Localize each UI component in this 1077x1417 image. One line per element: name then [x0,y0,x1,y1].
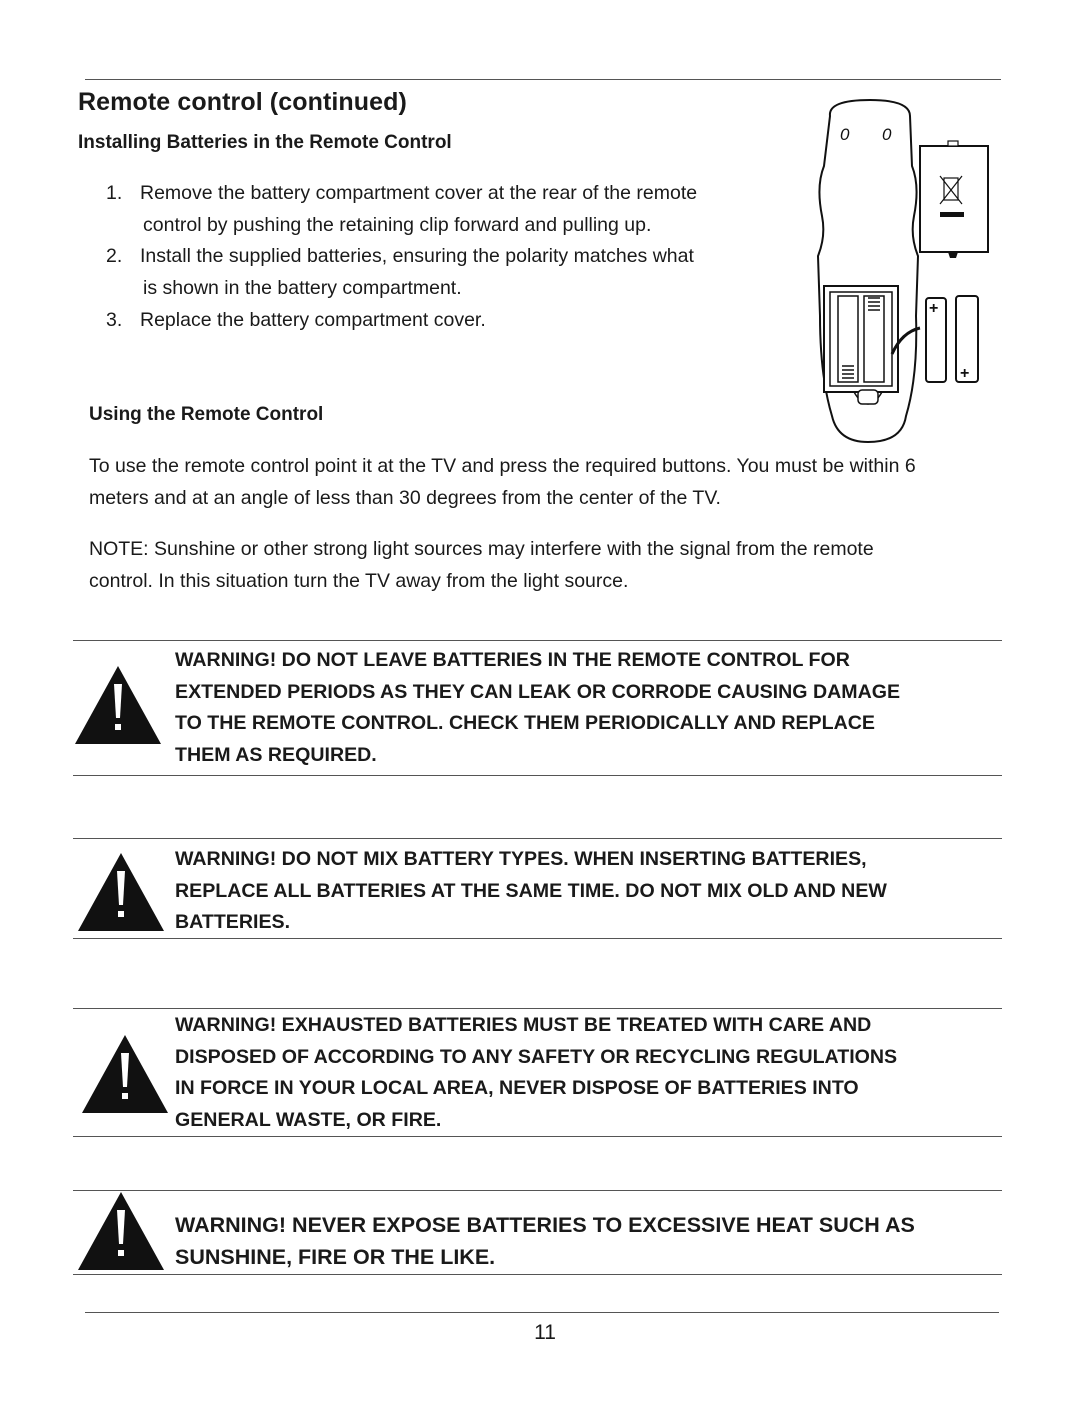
install-step-2 [106,240,786,304]
cover-minus-sign: − [942,224,943,225]
page-title: Remote control (continued) [78,88,407,116]
warning-2-bottom-rule [73,938,1002,939]
step-text: Install the supplied batteries, ensuring the polarity matches what [140,245,694,267]
svg-text:0: 0 [840,125,850,144]
warning-triangle-icon [75,666,161,744]
step-text-cont: control by pushing the retaining clip forward and pulling up. [143,214,652,236]
using-heading: Using the Remote Control [89,404,324,425]
step-number: 3. [106,309,123,331]
remote-battery-illustration [808,96,996,448]
step-text: Replace the battery compartment cover. [140,309,486,331]
warning-1-text: WARNING! DO NOT LEAVE BATTERIES IN THE REMOTE CONTROL FOR EXTENDED PERIODS AS THEY CAN LEAK OR CORRODE CAUSING DAMAGE TO THE REMOTE CONTROL. CHECK THEM PERIODICALLY AND REPLACE THEM AS REQUIRED. [175,649,901,766]
warning-3-top-rule [73,1008,1002,1009]
step-number: 1. [106,182,123,204]
warning-1-top-rule [73,640,1002,641]
step-text: Remove the battery compartment cover at the rear of the remote [140,182,698,204]
svg-text:0: 0 [882,125,892,144]
warning-triangle-icon [82,1035,168,1113]
warning-4-bottom-rule [73,1274,1002,1275]
warning-2-top-rule [73,838,1002,839]
warning-triangle-icon [78,853,164,931]
warning-1-bottom-rule [73,775,1002,776]
warning-2-text: WARNING! DO NOT MIX BATTERY TYPES. WHEN INSERTING BATTERIES, REPLACE ALL BATTERIES AT THE SAME TIME. DO NOT MIX OLD AND NEW BATTERIES. [175,848,887,933]
footer-divider [85,1312,999,1313]
battery-plus-sign: + [929,300,939,317]
top-divider [85,79,1001,80]
install-heading: Installing Batteries in the Remote Control [78,132,452,153]
warning-triangle-icon [78,1192,164,1270]
battery-plus-sign: + [960,365,970,382]
page-number: 11 [534,1321,556,1344]
warning-3-bottom-rule [73,1136,1002,1137]
warning-4-top-rule [73,1190,1002,1191]
install-step-1 [106,177,786,241]
warning-3-text: WARNING! EXHAUSTED BATTERIES MUST BE TREATED WITH CARE AND DISPOSED OF ACCORDING TO ANY SAFETY OR RECYCLING REGULATIONS IN FORCE IN YOUR LOCAL AREA, NEVER DISPOSE OF BATTERIES INTO GENERAL WASTE, OR FIRE. [175,1014,898,1131]
using-paragraph: To use the remote control point it at the TV and press the required buttons. You must be within 6 meters and at an angle of less than 30 degrees from the center of the TV. [89,455,916,509]
battery-cover [920,146,988,252]
note-paragraph: NOTE: Sunshine or other strong light sources may interfere with the signal from the remote control. In this situation turn the TV away from the light source. [89,538,874,592]
warning-4-text: WARNING! NEVER EXPOSE BATTERIES TO EXCESSIVE HEAT SUCH AS SUNSHINE, FIRE OR THE LIKE. [175,1213,915,1269]
step-number: 2. [106,245,123,267]
install-step-3 [106,304,786,336]
step-text-cont: is shown in the battery compartment. [143,277,462,299]
